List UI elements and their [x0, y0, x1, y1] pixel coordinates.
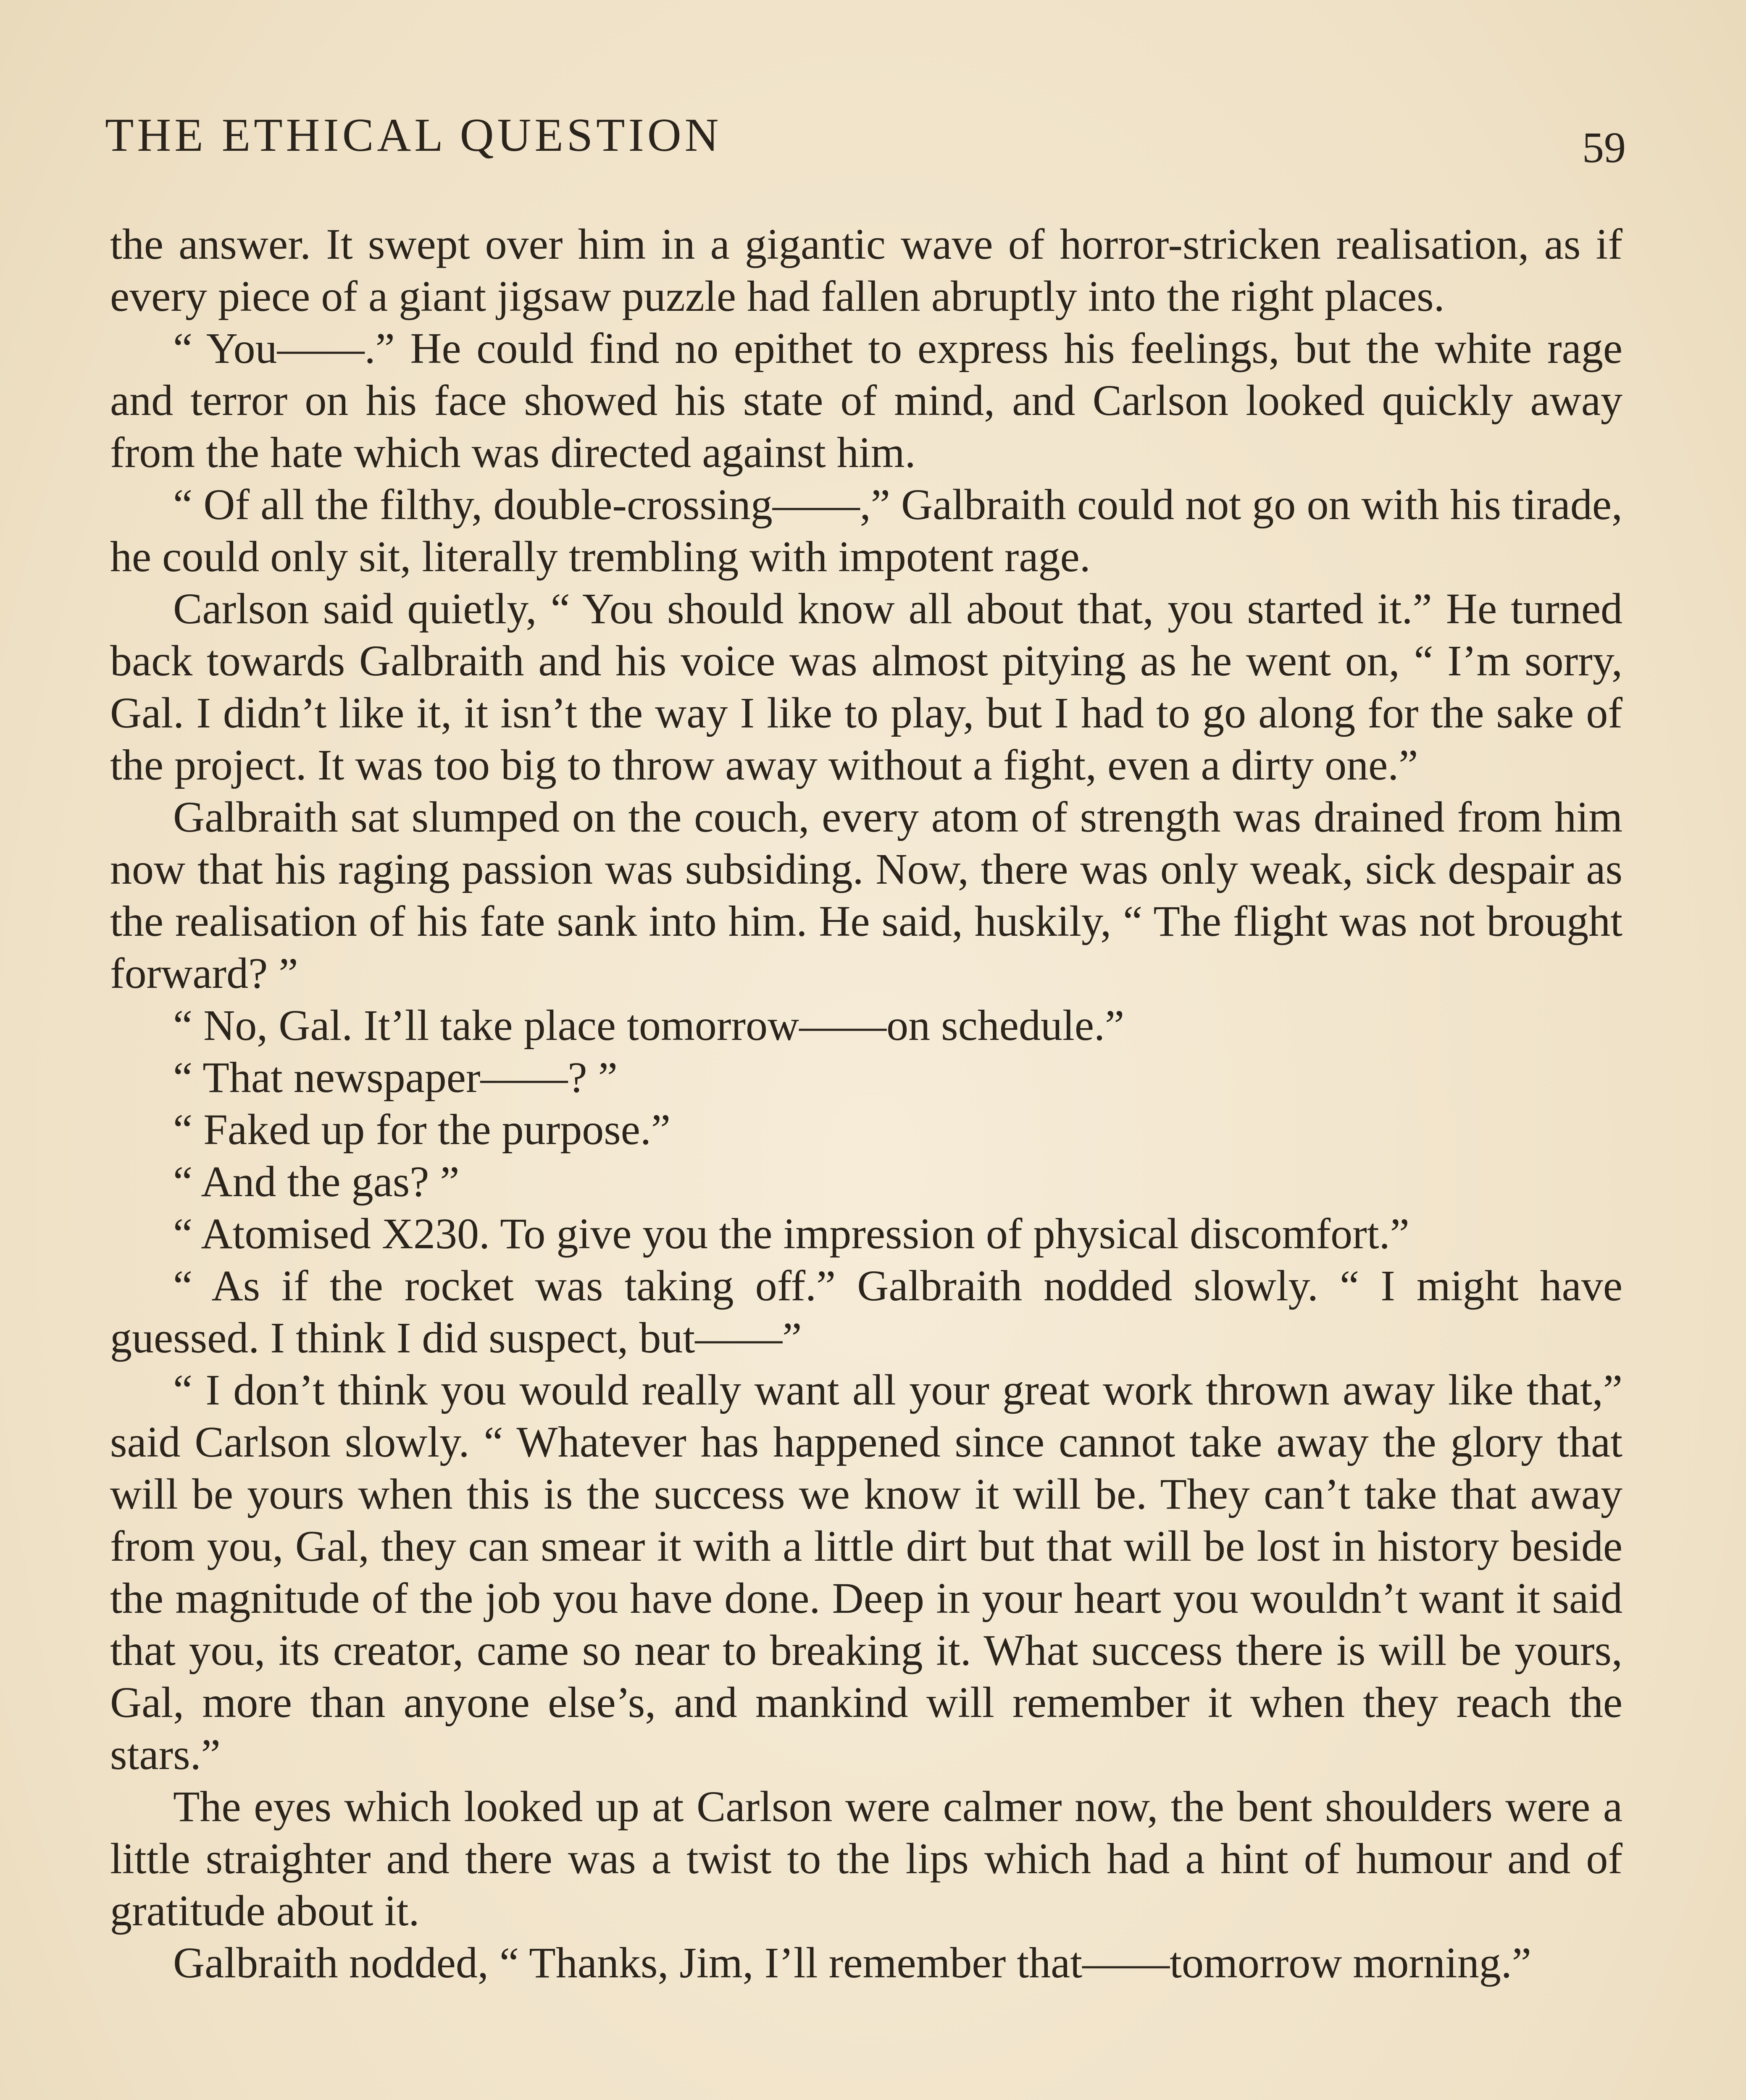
- paragraph: “ Atomised X230. To give you the impression of physical discomfort.”: [173, 1210, 1409, 1258]
- paragraph: “ No, Gal. It’ll take place tomorrow——on schedule.”: [173, 1001, 1125, 1050]
- running-header: [105, 109, 1626, 172]
- paragraph: “ Faked up for the purpose.”: [173, 1105, 671, 1154]
- running-title: THE ETHICAL QUESTION: [105, 109, 722, 161]
- paragraph: “ Of all the filthy, double-crossing——,” Galbraith could not go on with his tirade, he could only sit, literally trembling with impotent rage.: [110, 480, 1622, 581]
- paragraph: “ I don’t think you would really want all your great work thrown away like that,” said Carlson slowly. “ Whatever has happened since cannot take away the glory that will be yours when this is the success we know it will be. They can’t take that away from you, Gal, they can smear it with a little dirt but that will be lost in history beside the magnitude of the job you have done. Deep in your heart you wouldn’t want it said that you, its creator, came so near to breaking it. What success there is will be yours, Gal, more than anyone else’s, and mankind will remember it when they reach the stars.”: [110, 1366, 1622, 1779]
- page-number: 59: [1582, 123, 1626, 172]
- paragraph: The eyes which looked up at Carlson were calmer now, the bent shoulders were a little straighter and there was a twist to the lips which had a hint of humour and of gratitude about it.: [110, 1782, 1622, 1935]
- paragraph: “ That newspaper——? ”: [173, 1053, 618, 1102]
- paragraph: “ You——.” He could find no epithet to express his feelings, but the white rage and terror on his face showed his state of mind, and Carlson looked quickly away from the hate which was directed against him.: [110, 324, 1622, 477]
- paragraph: “ And the gas? ”: [173, 1158, 460, 1206]
- story-text: [110, 218, 1622, 1989]
- paragraph: Galbraith sat slumped on the couch, every atom of strength was drained from him now that his raging passion was subsiding. Now, there was only weak, sick despair as the realisation of his fate sank into him. He said, huskily, “ The flight was not brought forward? ”: [110, 793, 1622, 998]
- paragraph: Galbraith nodded, “ Thanks, Jim, I’ll remember that——tomorrow morning.”: [173, 1939, 1531, 1987]
- paragraph: “ As if the rocket was taking off.” Galbraith nodded slowly. “ I might have guessed. I think I did suspect, but——”: [110, 1262, 1622, 1362]
- paragraph: Carlson said quietly, “ You should know all about that, you started it.” He turned back towards Galbraith and his voice was almost pitying as he went on, “ I’m sorry, Gal. I didn’t like it, it isn’t the way I like to play, but I had to go along for the sake of the project. It was too big to throw away without a fight, even a dirty one.”: [110, 585, 1622, 789]
- paragraph: the answer. It swept over him in a gigantic wave of horror-stricken realisation, as if every piece of a giant jigsaw puzzle had fallen abruptly into the right places.: [110, 220, 1622, 320]
